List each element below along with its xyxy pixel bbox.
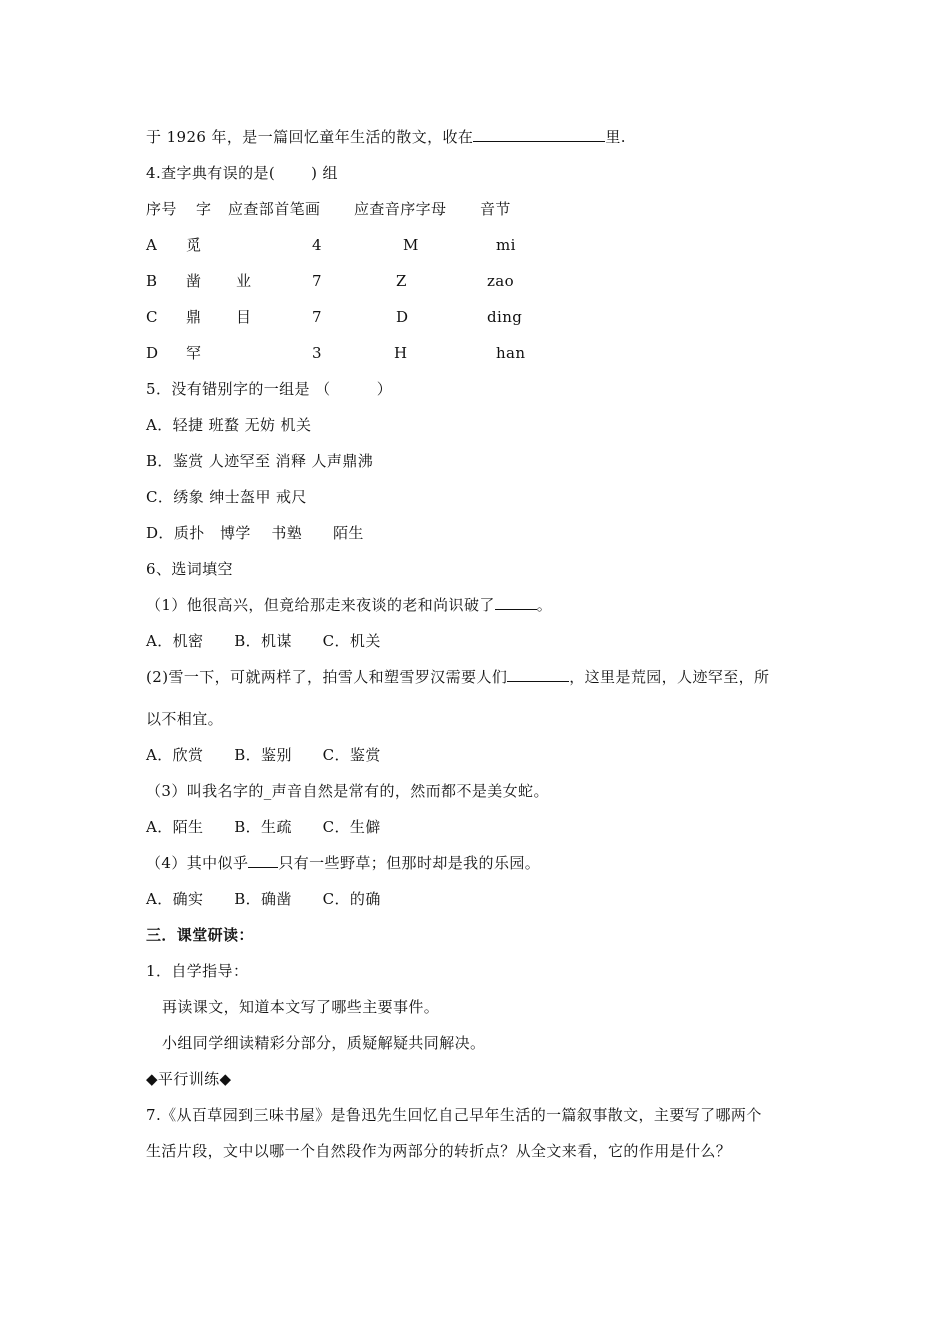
row-syllable: zao: [487, 272, 515, 290]
table-row: [146, 271, 646, 291]
question-6-2-cont: 以不相宜。: [146, 710, 224, 728]
header-letter: 应查音序字母: [354, 200, 447, 218]
question-4: 4.查字典有误的是( ) 组: [146, 164, 338, 182]
option-d: D．质扑 博学 书塾 陌生: [146, 524, 364, 542]
question-5: 5．没有错别字的一组是 （ ）: [146, 380, 393, 398]
row-letter: Z: [396, 272, 407, 290]
fill-blank: [473, 127, 605, 142]
option-b: B．鉴赏 人迹罕至 消释 人声鼎沸: [146, 452, 374, 470]
table-header: [146, 199, 646, 219]
q6-1-text: （1）他很高兴，但竟给那走来夜谈的老和尚识破了: [146, 596, 495, 614]
fill-blank: [248, 853, 278, 868]
header-syllable: 音节: [480, 200, 511, 218]
question-7-cont: 生活片段，文中以哪一个自然段作为两部分的转折点？从全文来看，它的作用是什么？: [146, 1142, 732, 1160]
intro-text: 于 1926 年，是一篇回忆童年生活的散文，收在: [146, 128, 474, 146]
question-6-2: [146, 667, 769, 687]
row-syllable: ding: [487, 308, 523, 326]
self-study-item: 再读课文，知道本文写了哪些主要事件。: [162, 998, 440, 1016]
intro-text-end: 里.: [605, 128, 626, 146]
table-row: [146, 343, 646, 363]
q6-4-text-cont: 只有一些野草；但那时却是我的乐园。: [278, 854, 541, 872]
row-letter: M: [403, 236, 419, 254]
header-index: 序号: [146, 200, 177, 218]
option-a: A．轻捷 班蝥 无妨 机关: [146, 416, 312, 434]
question-6-3: （3）叫我名字的_声音自然是常有的，然而都不是美女蛇。: [146, 782, 549, 800]
q6-2-text-cont: ，这里是荒园，人迹罕至，所: [569, 668, 770, 686]
question-6-1: [146, 595, 552, 615]
table-row: [146, 307, 646, 327]
row-strokes: 7: [312, 308, 322, 326]
row-char: 鼎: [186, 308, 202, 326]
row-char: 凿: [186, 272, 202, 290]
self-study-item: 小组同学细读精彩分部分，质疑解疑共同解决。: [162, 1034, 486, 1052]
parallel-training-heading: ◆平行训练◆: [146, 1070, 232, 1088]
row-strokes: 4: [312, 236, 322, 254]
question-6-4-options: A．确实 B．确凿 C．的确: [146, 890, 381, 908]
fill-blank: [507, 667, 569, 682]
question-6-3-options: A．陌生 B．生疏 C．生僻: [146, 818, 381, 836]
row-index: C: [146, 308, 158, 326]
question-6-4: [146, 853, 540, 873]
row-char: 罕: [186, 344, 202, 362]
q6-4-text: （4）其中似乎: [146, 854, 249, 872]
section-3-heading: 三．课堂研读：: [146, 926, 254, 944]
row-char: 觅: [186, 236, 202, 254]
row-strokes: 3: [312, 344, 322, 362]
row-letter: D: [396, 308, 409, 326]
question-6-2-options: A．欣赏 B．鉴别 C．鉴赏: [146, 746, 381, 764]
row-syllable: han: [496, 344, 526, 362]
row-radical: 目: [236, 308, 252, 326]
question-6: 6、选词填空: [146, 560, 233, 578]
table-row: [146, 235, 646, 255]
question-7: 7.《从百草园到三味书屋》是鲁迅先生回忆自己早年生活的一篇叙事散文，主要写了哪两个: [146, 1106, 762, 1124]
row-radical: 业: [236, 272, 252, 290]
row-syllable: mi: [496, 236, 516, 254]
header-radical: 应查部首笔画: [228, 200, 321, 218]
question-6-1-options: A．机密 B．机谋 C．机关: [146, 632, 381, 650]
row-letter: H: [394, 344, 408, 362]
self-study-heading: 1．自学指导：: [146, 962, 249, 980]
q6-2-text: (2)雪一下，可就两样了，拍雪人和塑雪罗汉需要人们: [146, 668, 508, 686]
option-c: C．绣象 绅士盔甲 戒尺: [146, 488, 307, 506]
row-strokes: 7: [312, 272, 322, 290]
row-index: B: [146, 272, 158, 290]
q6-1-end: 。: [536, 596, 553, 614]
header-char: 字: [196, 200, 212, 218]
line-intro: [146, 127, 626, 147]
row-index: D: [146, 344, 159, 362]
row-index: A: [146, 236, 158, 254]
fill-blank: [495, 595, 537, 610]
